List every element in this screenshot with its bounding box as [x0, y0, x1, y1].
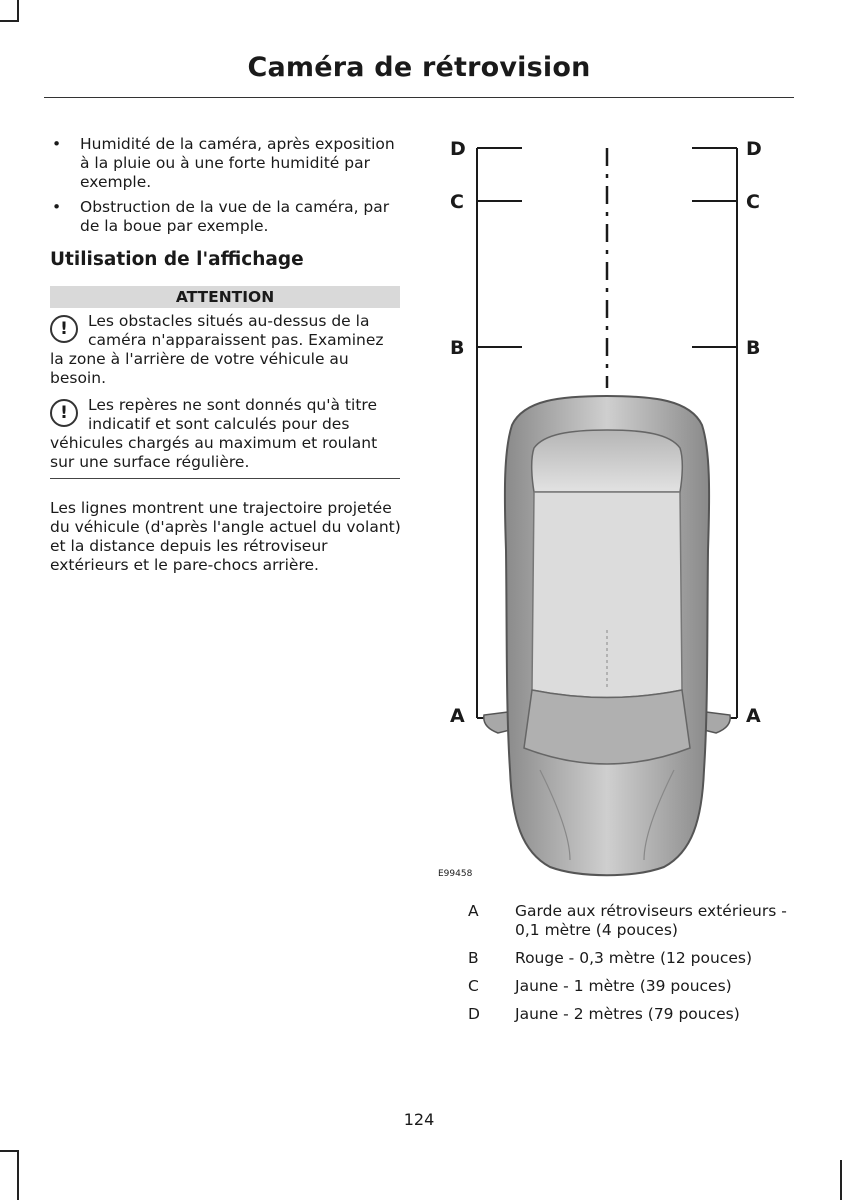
exclamation-circle-icon: ! — [50, 315, 78, 343]
bullet-text: Humidité de la caméra, après exposition à la pluie ou à une forte humidité par exemple. — [80, 135, 395, 191]
attention-note-text: Les obstacles situés au-dessus de la caméra n'apparaissent pas. Examinez la zone à l'arrière de votre véhicule au besoin. — [50, 312, 384, 387]
body-paragraph: Les lignes montrent une trajectoire projetée du véhicule (d'après l'angle actuel du volant) et la distance depuis les rétroviseur extérieurs et le pare-chocs arrière. — [50, 499, 401, 574]
exclamation-circle-icon: ! — [50, 399, 78, 427]
crop-mark — [17, 1150, 19, 1200]
legend-row — [460, 949, 800, 968]
legend-key: A — [468, 902, 479, 920]
bullet-item — [50, 135, 402, 192]
windshield — [524, 690, 690, 764]
legend-key: B — [468, 949, 479, 967]
label-c-right: C — [746, 191, 760, 213]
attention-note — [50, 312, 402, 388]
legend-desc: Rouge - 0,3 mètre (12 pouces) — [515, 949, 753, 967]
attention-label: ATTENTION — [50, 286, 400, 308]
bullet-list — [50, 135, 402, 242]
right-mirror — [704, 712, 730, 733]
attention-note-text: Les repères ne sont donnés qu'à titre indicatif et sont calculés pour des véhicules chargés au maximum et roulant sur une surface régulière. — [50, 396, 378, 471]
crop-mark — [17, 0, 19, 20]
label-a-left: A — [450, 705, 465, 727]
crop-mark — [0, 20, 19, 22]
page-title: Caméra de rétrovision — [247, 52, 591, 83]
attention-note — [50, 396, 402, 472]
label-b-right: B — [746, 337, 761, 359]
legend-row — [460, 902, 800, 940]
legend-row — [460, 977, 800, 996]
legend-desc: Jaune - 2 mètres (79 pouces) — [515, 1005, 740, 1023]
legend-desc: Jaune - 1 mètre (39 pouces) — [515, 977, 732, 995]
legend-key: D — [468, 1005, 480, 1023]
crop-mark — [840, 1160, 842, 1200]
section-heading: Utilisation de l'affichage — [50, 249, 304, 270]
legend-desc: Garde aux rétroviseurs extérieurs - 0,1 mètre (4 pouces) — [515, 902, 787, 939]
legend-key: C — [468, 977, 479, 995]
label-d-right: D — [746, 138, 762, 160]
label-a-right: A — [746, 705, 761, 727]
left-mirror — [484, 712, 510, 733]
car-top-view — [484, 396, 730, 875]
rear-window — [532, 430, 683, 492]
page-number: 124 — [403, 1110, 435, 1129]
legend — [460, 902, 800, 1033]
rear-camera-guideline-diagram — [420, 130, 800, 890]
label-b-left: B — [450, 337, 465, 359]
title-rule — [44, 97, 794, 98]
crop-mark — [0, 1150, 19, 1152]
attention-rule — [50, 478, 400, 479]
bullet-dot: • — [52, 135, 62, 153]
figure-code: E99458 — [438, 869, 473, 879]
bullet-dot: • — [52, 198, 62, 216]
label-c-left: C — [450, 191, 464, 213]
label-d-left: D — [450, 138, 466, 160]
legend-row — [460, 1005, 800, 1024]
bullet-item — [50, 198, 402, 236]
bullet-text: Obstruction de la vue de la caméra, par de la boue par exemple. — [80, 198, 390, 235]
